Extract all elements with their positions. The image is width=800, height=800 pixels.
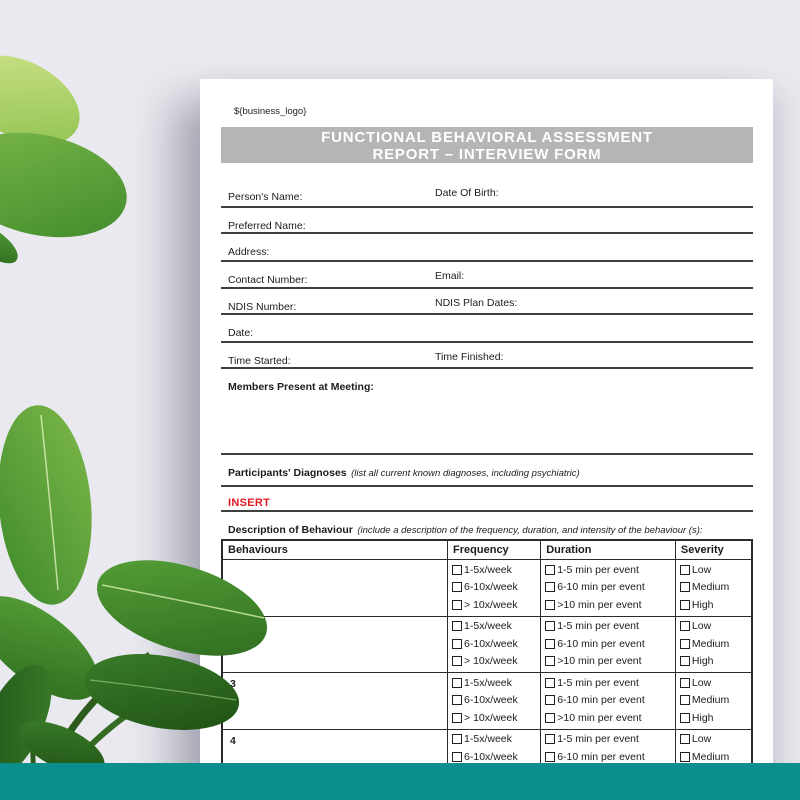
checkbox-icon [680, 752, 690, 762]
checkbox-icon [680, 656, 690, 666]
checkbox-icon [545, 752, 555, 762]
checkbox-icon [545, 600, 555, 610]
checkbox-option [545, 635, 671, 653]
field-label-diagnoses: Participants' Diagnoses [228, 467, 347, 479]
checkbox-option [545, 653, 671, 671]
field-label-persons-name: Person's Name: [228, 191, 303, 203]
checkbox-option [680, 731, 747, 749]
description-note: (include a description of the frequency, duration, and intensity of the behaviour (s): [357, 525, 703, 536]
checkbox-icon [452, 752, 462, 762]
row-number: 4 [230, 734, 236, 747]
option-label: Medium [691, 750, 730, 763]
checkbox-option [452, 635, 536, 653]
field-label-date: Date: [228, 327, 254, 339]
form-row-insert [221, 487, 753, 512]
form-row-name-dob [221, 163, 753, 208]
option-label: 1-5 min per event [557, 733, 639, 746]
leaf-icon [0, 37, 278, 800]
checkbox-icon [545, 695, 555, 705]
field-label-time-started: Time Started: [228, 355, 291, 367]
checkbox-option [545, 579, 671, 597]
option-label: 1-5x/week [464, 620, 512, 633]
checkbox-icon [545, 565, 555, 575]
checkbox-icon [452, 639, 462, 649]
form-row-ndis [221, 289, 753, 315]
option-label: 1-5x/week [464, 563, 512, 576]
checkbox-option [680, 635, 747, 653]
field-label-date-of-birth: Date Of Birth: [435, 187, 499, 199]
checkbox-icon [545, 713, 555, 723]
checkbox-icon [680, 639, 690, 649]
field-label-email: Email: [435, 270, 465, 282]
field-label-address: Address: [228, 246, 270, 258]
option-label: Medium [691, 581, 730, 594]
option-label: > 10x/week [464, 598, 518, 611]
frequency-cell [448, 616, 541, 673]
option-label: >10 min per event [557, 655, 642, 668]
field-label-ndis-number: NDIS Number: [228, 301, 297, 313]
checkbox-icon [452, 582, 462, 592]
checkbox-option [452, 709, 536, 727]
title-line-2: REPORT – INTERVIEW FORM [372, 146, 602, 163]
option-label: 6-10 min per event [557, 637, 645, 650]
option-label: > 10x/week [464, 711, 518, 724]
checkbox-icon [680, 713, 690, 723]
form-row-address [221, 234, 753, 262]
checkbox-option [545, 618, 671, 636]
title-line-1: FUNCTIONAL BEHAVIORAL ASSESSMENT [321, 129, 653, 146]
option-label: 6-10x/week [464, 750, 518, 763]
checkbox-icon [680, 621, 690, 631]
checkbox-option [545, 709, 671, 727]
checkbox-option [452, 674, 536, 692]
checkbox-icon [680, 582, 690, 592]
checkbox-option [680, 653, 747, 671]
option-label: 6-10x/week [464, 637, 518, 650]
checkbox-option [452, 731, 536, 749]
option-label: Low [691, 676, 712, 689]
form-row-date [221, 315, 753, 343]
option-label: 6-10 min per event [557, 750, 645, 763]
checkbox-option [680, 596, 747, 614]
form-row-contact-email [221, 262, 753, 289]
column-header-frequency: Frequency [448, 540, 541, 560]
option-label: 6-10 min per event [557, 581, 645, 594]
document-content [221, 79, 753, 787]
column-header-duration: Duration [541, 540, 676, 560]
checkbox-icon [452, 621, 462, 631]
option-label: High [691, 655, 714, 668]
option-label: 6-10x/week [464, 581, 518, 594]
option-label: 1-5x/week [464, 676, 512, 689]
checkbox-icon [452, 734, 462, 744]
option-label: 6-10x/week [464, 694, 518, 707]
checkbox-option [680, 674, 747, 692]
form-row-members-present [221, 369, 753, 455]
checkbox-option [545, 561, 671, 579]
checkbox-option [545, 692, 671, 710]
severity-cell [675, 673, 752, 730]
option-label: >10 min per event [557, 711, 642, 724]
checkbox-icon [545, 639, 555, 649]
option-label: Medium [691, 637, 730, 650]
frequency-cell [448, 673, 541, 730]
checkbox-icon [680, 678, 690, 688]
checkbox-option [452, 596, 536, 614]
checkbox-icon [680, 695, 690, 705]
checkbox-icon [452, 656, 462, 666]
option-label: >10 min per event [557, 598, 642, 611]
option-label: 1-5 min per event [557, 563, 639, 576]
checkbox-icon [545, 582, 555, 592]
checkbox-option [545, 674, 671, 692]
option-label: High [691, 711, 714, 724]
duration-cell [541, 560, 676, 617]
row-number: 3 [230, 678, 236, 690]
behaviour-table-header-row [222, 540, 752, 560]
checkbox-option [680, 561, 747, 579]
checkbox-option [680, 709, 747, 727]
checkbox-option [452, 692, 536, 710]
checkbox-option [680, 692, 747, 710]
field-label-ndis-plan-dates: NDIS Plan Dates: [435, 297, 518, 309]
checkbox-icon [545, 734, 555, 744]
business-logo-placeholder: ${business_logo} [234, 106, 307, 117]
option-label: Low [691, 733, 712, 746]
option-label: 6-10 min per event [557, 694, 645, 707]
field-label-time-finished: Time Finished: [435, 351, 504, 363]
field-label-description: Description of Behaviour [228, 524, 353, 536]
checkbox-icon [680, 734, 690, 744]
checkbox-option [680, 618, 747, 636]
checkbox-icon [545, 656, 555, 666]
form-row-diagnoses [221, 455, 753, 487]
checkbox-icon [452, 678, 462, 688]
duration-cell [541, 673, 676, 730]
checkbox-icon [680, 565, 690, 575]
checkbox-option [545, 596, 671, 614]
field-label-preferred-name: Preferred Name: [228, 220, 306, 232]
option-label: Low [691, 620, 712, 633]
severity-cell [675, 560, 752, 617]
option-label: High [691, 598, 714, 611]
checkbox-icon [452, 695, 462, 705]
option-label: 1-5 min per event [557, 620, 639, 633]
severity-cell [675, 616, 752, 673]
option-label: Medium [691, 694, 730, 707]
field-label-contact-number: Contact Number: [228, 274, 308, 286]
document-title-banner [221, 127, 753, 163]
behaviour-table-row [222, 616, 752, 673]
behaviour-table-row [222, 560, 752, 617]
checkbox-icon [452, 600, 462, 610]
behaviour-table-row [222, 673, 752, 730]
option-label: 1-5x/week [464, 733, 512, 746]
checkbox-option [452, 618, 536, 636]
option-label: 1-5 min per event [557, 676, 639, 689]
insert-placeholder: INSERT [228, 497, 271, 509]
checkbox-icon [680, 600, 690, 610]
teal-footer-bar [0, 763, 800, 800]
checkbox-option [452, 653, 536, 671]
checkbox-option [452, 579, 536, 597]
duration-cell [541, 616, 676, 673]
form-row-times [221, 343, 753, 369]
column-header-behaviours: Behaviours [222, 540, 448, 560]
column-header-severity: Severity [675, 540, 752, 560]
checkbox-icon [545, 621, 555, 631]
diagnoses-note: (list all current known diagnoses, including psychiatric) [351, 468, 580, 479]
behaviour-table [221, 539, 753, 787]
checkbox-icon [452, 565, 462, 575]
option-label: Low [691, 563, 712, 576]
checkbox-option [452, 561, 536, 579]
form-row-description [221, 512, 753, 539]
checkbox-icon [452, 713, 462, 723]
field-label-members-present: Members Present at Meeting: [228, 381, 374, 393]
checkbox-option [680, 579, 747, 597]
form-row-preferred-name [221, 208, 753, 234]
checkbox-icon [545, 678, 555, 688]
option-label: > 10x/week [464, 655, 518, 668]
checkbox-option [545, 731, 671, 749]
frequency-cell [448, 560, 541, 617]
